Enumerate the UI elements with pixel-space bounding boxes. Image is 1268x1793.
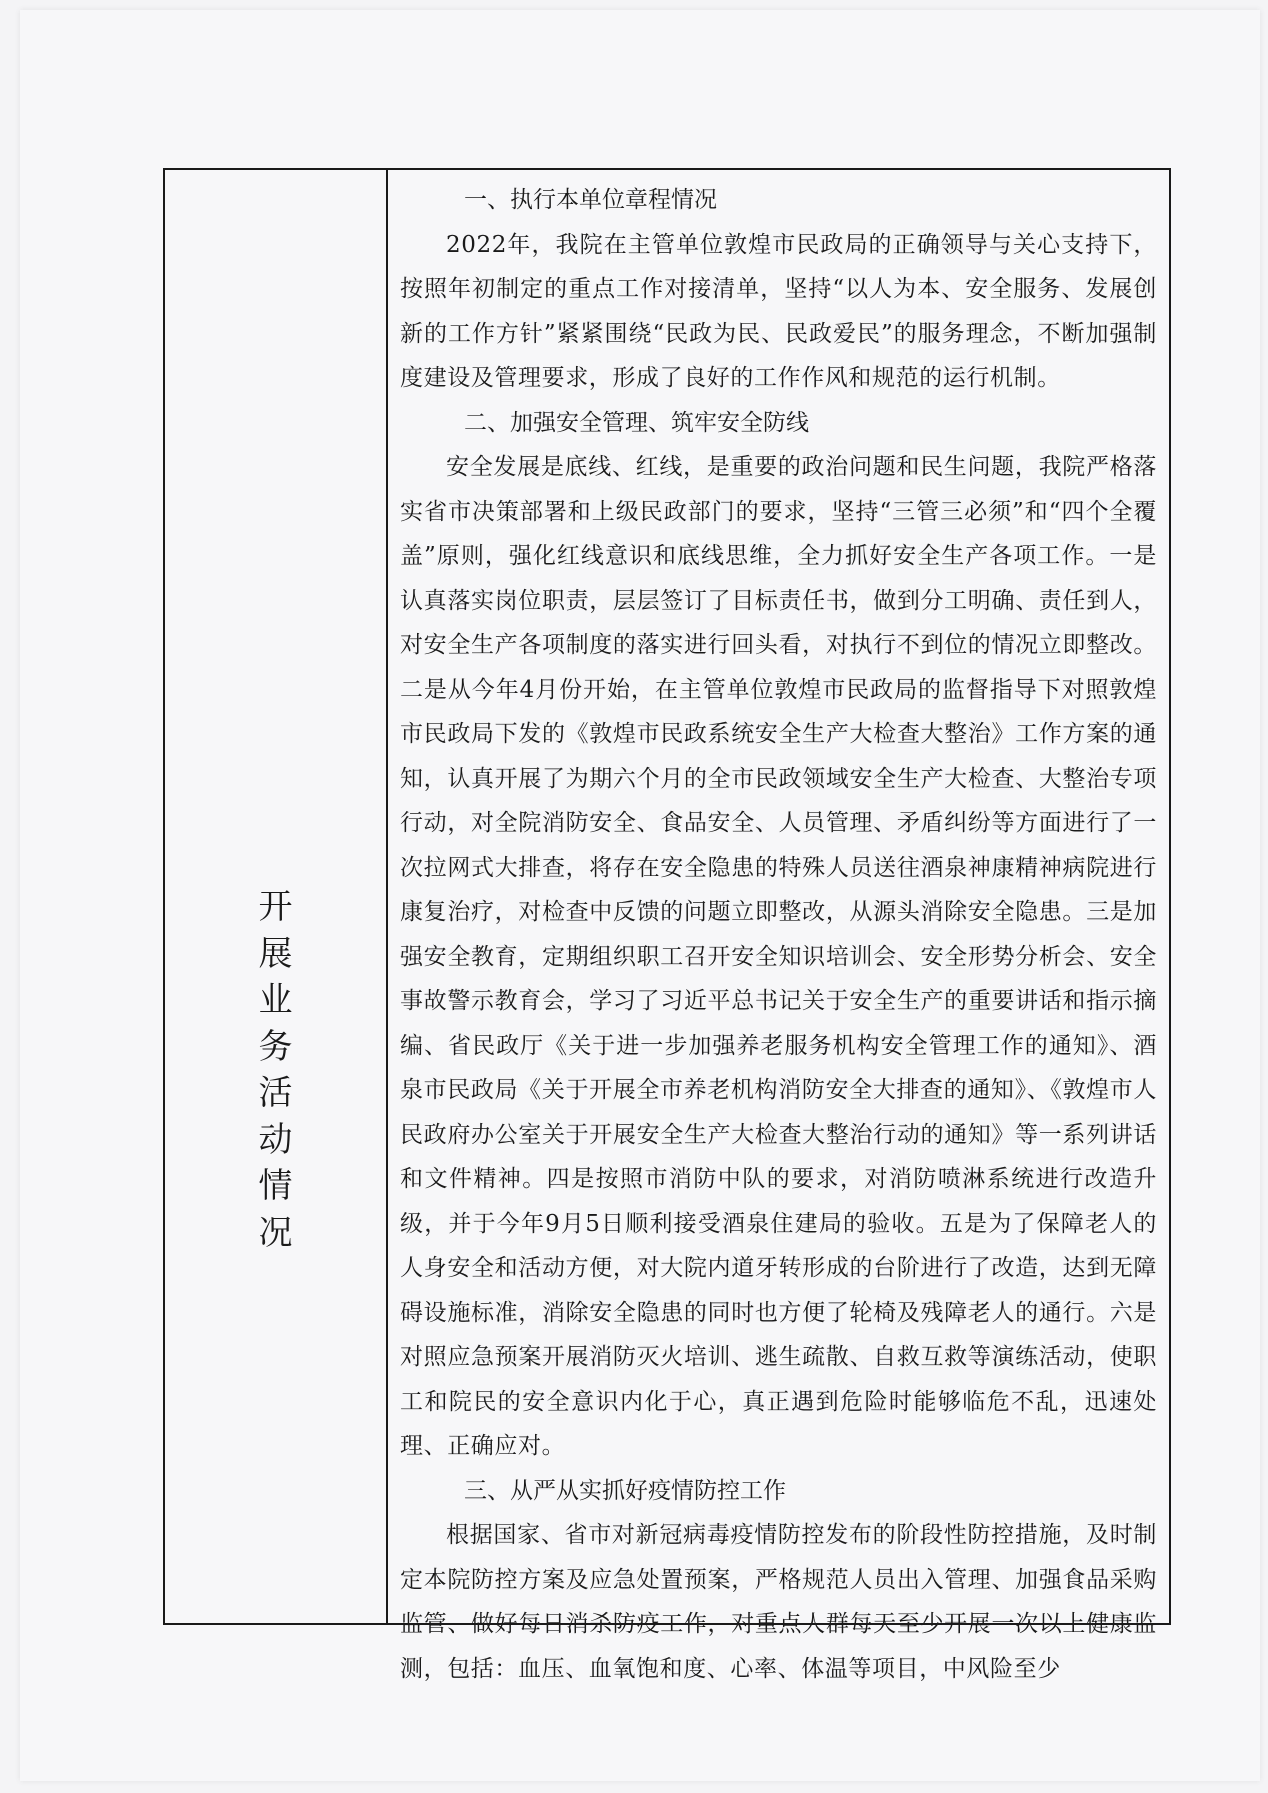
label-char: 展 bbox=[258, 933, 293, 974]
label-char: 情 bbox=[258, 1166, 293, 1206]
report-table bbox=[163, 168, 1171, 1682]
section-paragraph: 安全发展是底线、红线，是重要的政治问题和民生问题，我院严格落实省市决策部署和上级民政部门的要求，坚持“三管三必须”和“四个全覆盖”原则，强化红线意识和底线思维，全力抓好安全生产各项工作。一是认真落实岗位职责，层层签订了目标责任书，做到分工明确、责任到人，对安全生产各项制度的落实进行回头看，对执行不到位的情况立即整改。二是从今年4月份开始，在主管单位敦煌市民政局的监督指导下对照敦煌市民政局下发的《敦煌市民政系统安全生产大检查大整治》工作方案的通知，认真开展了为期六个月的全市民政领域安全生产大检查、大整治专项行动，对全院消防安全、食品安全、人员管理、矛盾纠纷等方面进行了一次拉网式大排查，将存在安全隐患的特殊人员送往酒泉神康精神病院进行康复治疗，对检查中反馈的问题立即整改，从源头消除安全隐患。三是加强安全教育，定期组织职工召开安全知识培训会、安全形势分析会、安全事故警示教育会，学习了习近平总书记关于安全生产的重要讲话和指示摘编、省民政厅《关于进一步加强养老服务机构安全管理工作的通知》、酒泉市民政局《关于开展全市养老机构消防安全大排查的通知》、《敦煌市人民政府办公室关于开展安全生产大检查大整治行动的通知》等一系列讲话和文件精神。四是按照市消防中队的要求，对消防喷淋系统进行改造升级，并于今年9月5日顺利接受酒泉住建局的验收。五是为了保障老人的人身安全和活动方便，对大院内道牙转形成的台阶进行了改造，达到无障碍设施标准，消除安全隐患的同时也方便了轮椅及残障老人的通行。六是对照应急预案开展消防灭火培训、逃生疏散、自救互救等演练活动，使职工和院民的安全意识内化于心，真正遇到危险时能够临危不乱，迅速处理、正确应对。 bbox=[400, 454, 1157, 1459]
section-heading: 一、执行本单位章程情况 bbox=[464, 187, 717, 213]
section-heading: 二、加强安全管理、筑牢安全防线 bbox=[464, 409, 809, 436]
label-char: 动 bbox=[258, 1119, 293, 1160]
label-char: 开 bbox=[258, 887, 293, 927]
label-char: 业 bbox=[258, 980, 293, 1020]
section-paragraph: 根据国家、省市对新冠病毒疫情防控发布的阶段性防控措施，及时制定本院防控方案及应急处置预案，严格规范人员出入管理、加强食品采购监管、做好每日消杀防疫工作，对重点人群每天至少开展一次以上健康监测，包括：血压、血氧饱和度、心率、体温等项目，中风险至少 bbox=[400, 1522, 1157, 1682]
label-char: 务 bbox=[258, 1026, 293, 1067]
label-char: 活 bbox=[258, 1073, 293, 1113]
label-char: 况 bbox=[258, 1212, 293, 1253]
section-label-cell bbox=[165, 170, 388, 1623]
content-cell bbox=[388, 170, 1169, 1682]
section-heading: 三、从严从实抓好疫情防控工作 bbox=[464, 1477, 786, 1504]
section-paragraph: 2022年，我院在主管单位敦煌市民政局的正确领导与关心支持下，按照年初制定的重点工作对接清单，坚持“以人为本、安全服务、发展创新的工作方针”紧紧围绕“民政为民、民政爱民”的服务理念，不断加强制度建设及管理要求，形成了良好的工作作风和规范的运行机制。 bbox=[400, 231, 1157, 391]
vertical-section-label bbox=[165, 884, 386, 1256]
